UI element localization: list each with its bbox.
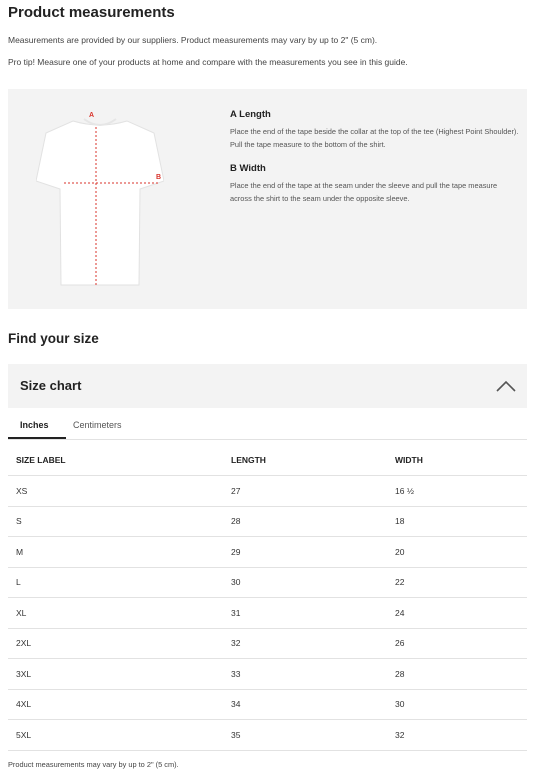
find-size-heading: Find your size [8,331,99,346]
table-row [8,689,527,720]
width-cell: 24 [395,598,527,629]
length-text: Place the end of the tape beside the collar at the top of the tee (Highest Point Shoulder). Pull the tape measure to the bottom of the shirt. [230,127,519,149]
width-cell: 22 [395,567,527,598]
width-cell: 28 [395,659,527,690]
length-cell: 33 [231,659,395,690]
length-cell: 30 [231,567,395,598]
size-cell: S [8,506,231,537]
table-row [8,567,527,598]
chevron-up-icon[interactable] [495,378,517,394]
marker-b: B [156,174,162,181]
width-cell: 30 [395,689,527,720]
length-cell: 35 [231,720,395,751]
size-cell: XS [8,476,231,507]
size-cell: 4XL [8,689,231,720]
tip-text: Pro tip! Measure one of your products at home and compare with the measurements you see in this guide. [8,57,408,67]
size-chart-title: Size chart [20,378,82,393]
unit-tabs [8,413,527,440]
measurement-descriptions [230,109,520,217]
table-row [8,537,527,568]
table-row [8,628,527,659]
length-cell: 31 [231,598,395,629]
intro-text: Measurements are provided by our suppliers. Product measurements may vary by up to 2" (5 cm). [8,35,378,45]
page-title: Product measurements [8,4,175,21]
size-cell: 2XL [8,628,231,659]
length-cell: 29 [231,537,395,568]
length-cell: 32 [231,628,395,659]
tab-centimeters[interactable]: Centimeters [73,420,122,430]
width-text: Place the end of the tape at the seam under the sleeve and pull the tape measure across the shirt to the seam under the opposite sleeve. [230,181,498,203]
table-header-row [8,445,527,476]
table-row [8,506,527,537]
length-cell: 34 [231,689,395,720]
table-row [8,659,527,690]
table-row [8,598,527,629]
header-width: WIDTH [395,445,527,476]
length-cell: 28 [231,506,395,537]
width-cell: 20 [395,537,527,568]
tab-inches[interactable]: Inches [20,420,49,430]
width-title: B Width [230,163,266,174]
table-row [8,720,527,751]
width-cell: 32 [395,720,527,751]
size-cell: 5XL [8,720,231,751]
header-size-label: SIZE LABEL [8,445,231,476]
table-row [8,476,527,507]
header-length: LENGTH [231,445,395,476]
length-title: A Length [230,109,271,120]
footer-note: Product measurements may vary by up to 2" (5 cm). [8,760,179,769]
size-chart-accordion[interactable] [8,364,527,408]
size-cell: L [8,567,231,598]
width-cell: 16 ½ [395,476,527,507]
length-cell: 27 [231,476,395,507]
tshirt-diagram-icon [36,109,164,289]
size-cell: M [8,537,231,568]
size-table [8,445,527,751]
size-cell: XL [8,598,231,629]
active-tab-indicator [8,437,66,439]
width-cell: 26 [395,628,527,659]
marker-a: A [89,112,95,119]
size-cell: 3XL [8,659,231,690]
width-cell: 18 [395,506,527,537]
measurement-diagram-panel [8,89,527,309]
